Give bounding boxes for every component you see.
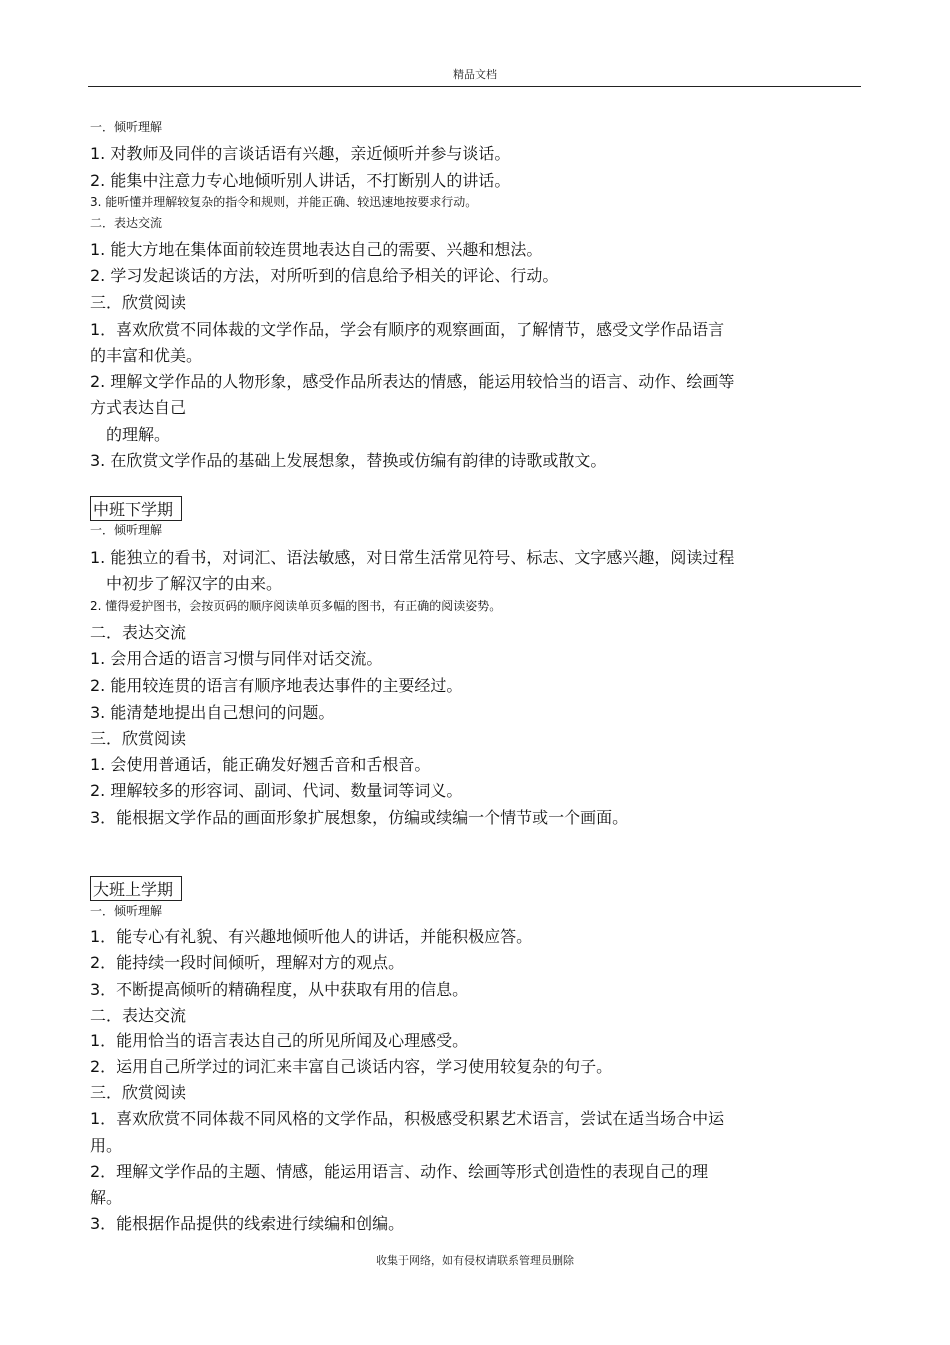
- text-line: 1. 对教师及同伴的言谈话语有兴趣，亲近倾听并参与谈话。: [90, 144, 511, 163]
- text-line: 1．能用恰当的语言表达自己的所见所闻及心理感受。: [90, 1031, 469, 1050]
- text-line: 3．能根据文学作品的画面形象扩展想象，仿编或续编一个情节或一个画面。: [90, 808, 629, 827]
- section-heading-expression: 二．表达交流: [90, 1006, 187, 1025]
- text-line: 2. 懂得爱护图书，会按页码的顺序阅读单页多幅的图书，有正确的阅读姿势。: [90, 599, 502, 613]
- section-heading-reading: 三．欣赏阅读: [90, 1083, 187, 1102]
- text-line: 2．理解文学作品的主题、情感，能运用语言、动作、绘画等形式创造性的表现自己的理: [90, 1162, 709, 1181]
- text-line: 3．能根据作品提供的线索进行续编和创编。: [90, 1214, 405, 1233]
- text-line: 3．不断提高倾听的精确程度，从中获取有用的信息。: [90, 980, 469, 999]
- section-heading-listening: 一．倾听理解: [90, 904, 163, 918]
- header-rule: [88, 86, 861, 87]
- text-line: 2. 理解文学作品的人物形象，感受作品所表达的情感，能运用较恰当的语言、动作、绘画等: [90, 372, 735, 391]
- text-line: 1．能专心有礼貌、有兴趣地倾听他人的讲话，并能积极应答。: [90, 927, 533, 946]
- text-line: 的丰富和优美。: [90, 346, 203, 365]
- text-line: 2. 能集中注意力专心地倾听别人讲话，不打断别人的讲话。: [90, 171, 511, 190]
- text-line: 1．喜欢欣赏不同体裁的文学作品，学会有顺序的观察画面，了解情节，感受文学作品语言: [90, 320, 725, 339]
- text-line: 的理解。: [106, 425, 171, 444]
- term-title-box: 大班上学期: [90, 876, 182, 901]
- page-footer: 收集于网络，如有侵权请联系管理员删除: [376, 1254, 574, 1267]
- text-line: 方式表达自己: [90, 398, 187, 417]
- text-line: 1. 能独立的看书，对词汇、语法敏感，对日常生活常见符号、标志、文字感兴趣，阅读过程: [90, 548, 735, 567]
- text-line: 中初步了解汉字的由来。: [106, 574, 283, 593]
- text-line: 2. 能用较连贯的语言有顺序地表达事件的主要经过。: [90, 676, 463, 695]
- text-line: 2. 学习发起谈话的方法，对所听到的信息给予相关的评论、行动。: [90, 266, 559, 285]
- section-heading-expression: 二．表达交流: [90, 623, 187, 642]
- term-title-senior-autumn: [90, 876, 182, 901]
- text-line: 解。: [90, 1188, 123, 1207]
- text-line: 3. 能听懂并理解较复杂的指令和规则，并能正确、较迅速地按要求行动。: [90, 195, 478, 209]
- text-line: 3. 在欣赏文学作品的基础上发展想象，替换或仿编有韵律的诗歌或散文。: [90, 451, 607, 470]
- text-line: 1. 会用合适的语言习惯与同伴对话交流。: [90, 649, 383, 668]
- term-title-middle-spring: [90, 496, 182, 521]
- text-line: 2．运用自己所学过的词汇来丰富自己谈话内容，学习使用较复杂的句子。: [90, 1057, 613, 1076]
- text-line: 1. 会使用普通话，能正确发好翘舌音和舌根音。: [90, 755, 431, 774]
- section-heading-listening: 一．倾听理解: [90, 120, 163, 134]
- term-title-box: 中班下学期: [90, 496, 182, 521]
- section-heading-expression: 二．表达交流: [90, 216, 163, 230]
- text-line: 2. 理解较多的形容词、副词、代词、数量词等词义。: [90, 781, 463, 800]
- text-line: 2．能持续一段时间倾听，理解对方的观点。: [90, 953, 405, 972]
- text-line: 用。: [90, 1136, 123, 1155]
- text-line: 1. 能大方地在集体面前较连贯地表达自己的需要、兴趣和想法。: [90, 240, 543, 259]
- text-line: 3. 能清楚地提出自己想问的问题。: [90, 703, 335, 722]
- section-heading-reading: 三．欣赏阅读: [90, 729, 187, 748]
- section-heading-reading: 三．欣赏阅读: [90, 293, 187, 312]
- page-header: 精品文档: [453, 68, 497, 81]
- section-heading-listening: 一．倾听理解: [90, 523, 163, 537]
- text-line: 1．喜欢欣赏不同体裁不同风格的文学作品，积极感受积累艺术语言，尝试在适当场合中运: [90, 1109, 725, 1128]
